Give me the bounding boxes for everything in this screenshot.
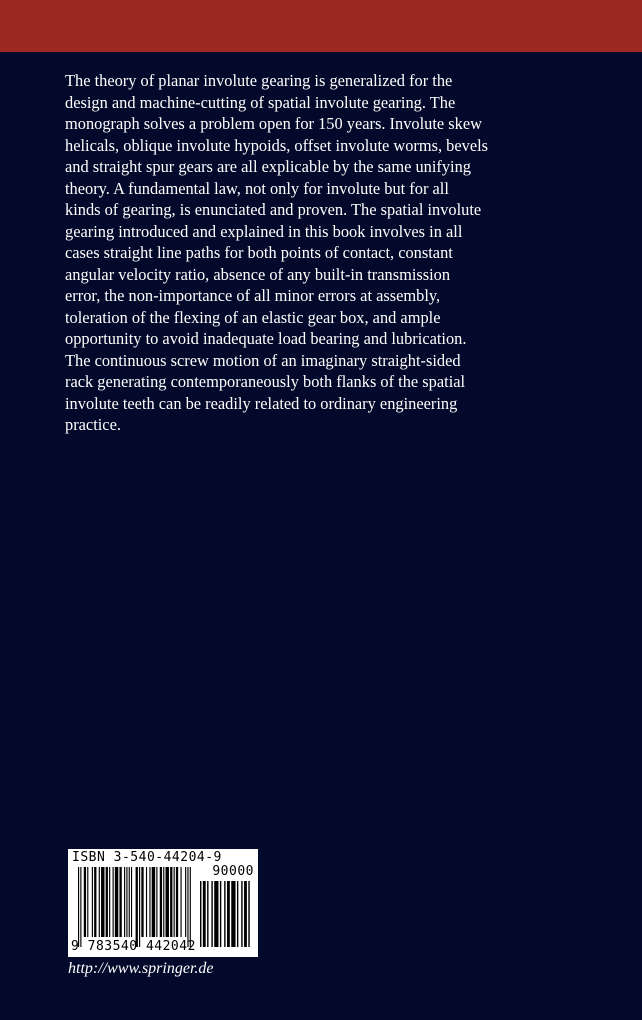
barcode-bar: [109, 867, 110, 937]
barcode-bar: [106, 867, 108, 937]
blurb-line: kinds of gearing, is enunciated and proven. The spatial involute: [65, 200, 482, 219]
barcode-bar: [115, 867, 118, 937]
barcode-bar: [156, 867, 157, 937]
barcode-bar: [237, 881, 238, 947]
back-cover-blurb: [65, 70, 500, 436]
price-addon-code: 90000: [212, 864, 254, 879]
isbn-barcode: [68, 849, 258, 957]
barcode-bar: [163, 867, 164, 937]
barcode-bar: [126, 867, 127, 937]
blurb-line: rack generating contemporaneously both flanks of the spatial: [65, 372, 466, 391]
barcode-bar: [99, 867, 100, 937]
barcode-bar: [136, 867, 138, 947]
barcode-bar: [224, 881, 225, 947]
barcode-bar: [174, 867, 175, 937]
blurb-line: helicals, oblique involute hypoids, offset involute worms, bevels: [65, 135, 489, 155]
blurb-line: monograph solves a problem open for 150 years. Involute skew: [65, 114, 482, 133]
barcode-bar: [185, 867, 186, 937]
barcode-bar: [139, 867, 140, 947]
barcode-bar: [207, 881, 208, 947]
blurb-line: design and machine-cutting of spatial involute gearing. The: [65, 92, 456, 112]
barcode-bar: [113, 867, 114, 937]
barcode-bar: [176, 867, 178, 937]
barcode-bar: [166, 867, 169, 937]
barcode-bar: [101, 867, 104, 937]
barcode-bar: [141, 867, 143, 937]
addon-barcode-bars: [200, 881, 254, 947]
barcode-bar: [78, 867, 79, 947]
blurb-line: The continuous screw motion of an imaginary straight-sided: [65, 350, 461, 370]
blurb-line: gearing introduced and explained in this book involves in all: [65, 221, 463, 241]
barcode-bar: [214, 881, 218, 947]
barcode-bar: [200, 881, 201, 947]
barcode-bar: [124, 867, 125, 937]
barcode-bar: [131, 867, 132, 937]
blurb-line: involute teeth can be readily related to ordinary engineering: [65, 393, 458, 413]
blurb-line: theory. A fundamental law, not only for involute but for all: [65, 178, 449, 198]
blurb-line: and straight spur gears are all explicable by the same unifying: [65, 157, 471, 176]
ean-barcode-bars: [78, 867, 192, 947]
barcode-bar: [244, 881, 247, 947]
blurb-line: error, the non-importance of all minor errors at assembly,: [65, 286, 441, 305]
barcode-bar: [129, 867, 130, 937]
barcode-bar: [227, 881, 230, 947]
barcode-bar: [241, 881, 242, 947]
publisher-url: http://www.springer.de: [68, 960, 214, 977]
barcode-bar: [231, 881, 235, 947]
barcode-bar: [84, 867, 86, 937]
barcode-bar: [119, 867, 121, 937]
barcode-bar: [248, 881, 249, 947]
blurb-line: The theory of planar involute gearing is generalized for the: [65, 71, 453, 90]
barcode-bar: [152, 867, 155, 937]
barcode-bar: [92, 867, 93, 937]
barcode-bar: [187, 867, 188, 947]
blurb-line: angular velocity ratio, absence of any built-in transmission: [65, 264, 451, 284]
barcode-bar: [87, 867, 88, 937]
barcode-bar: [203, 881, 206, 947]
barcode-bar: [160, 867, 162, 937]
barcode-bar: [211, 881, 212, 947]
barcode-bar: [149, 867, 150, 937]
top-color-band: [0, 0, 642, 52]
barcode-bar: [190, 867, 191, 947]
barcode-bar: [170, 867, 172, 937]
blurb-line: opportunity to avoid inadequate load bearing and lubrication.: [65, 329, 467, 348]
blurb-line: toleration of the flexing of an elastic gear box, and ample: [65, 307, 441, 327]
barcode-bar: [180, 867, 181, 937]
blurb-line: practice.: [65, 415, 121, 434]
barcode-bar: [220, 881, 221, 947]
ean-number: 9 783540 442042: [71, 939, 196, 954]
barcode-bar: [80, 867, 81, 947]
barcode-bar: [146, 867, 147, 937]
blurb-line: cases straight line paths for both points of contact, constant: [65, 243, 453, 262]
barcode-bar: [94, 867, 96, 937]
isbn-number: ISBN 3-540-44204-9: [72, 850, 222, 865]
